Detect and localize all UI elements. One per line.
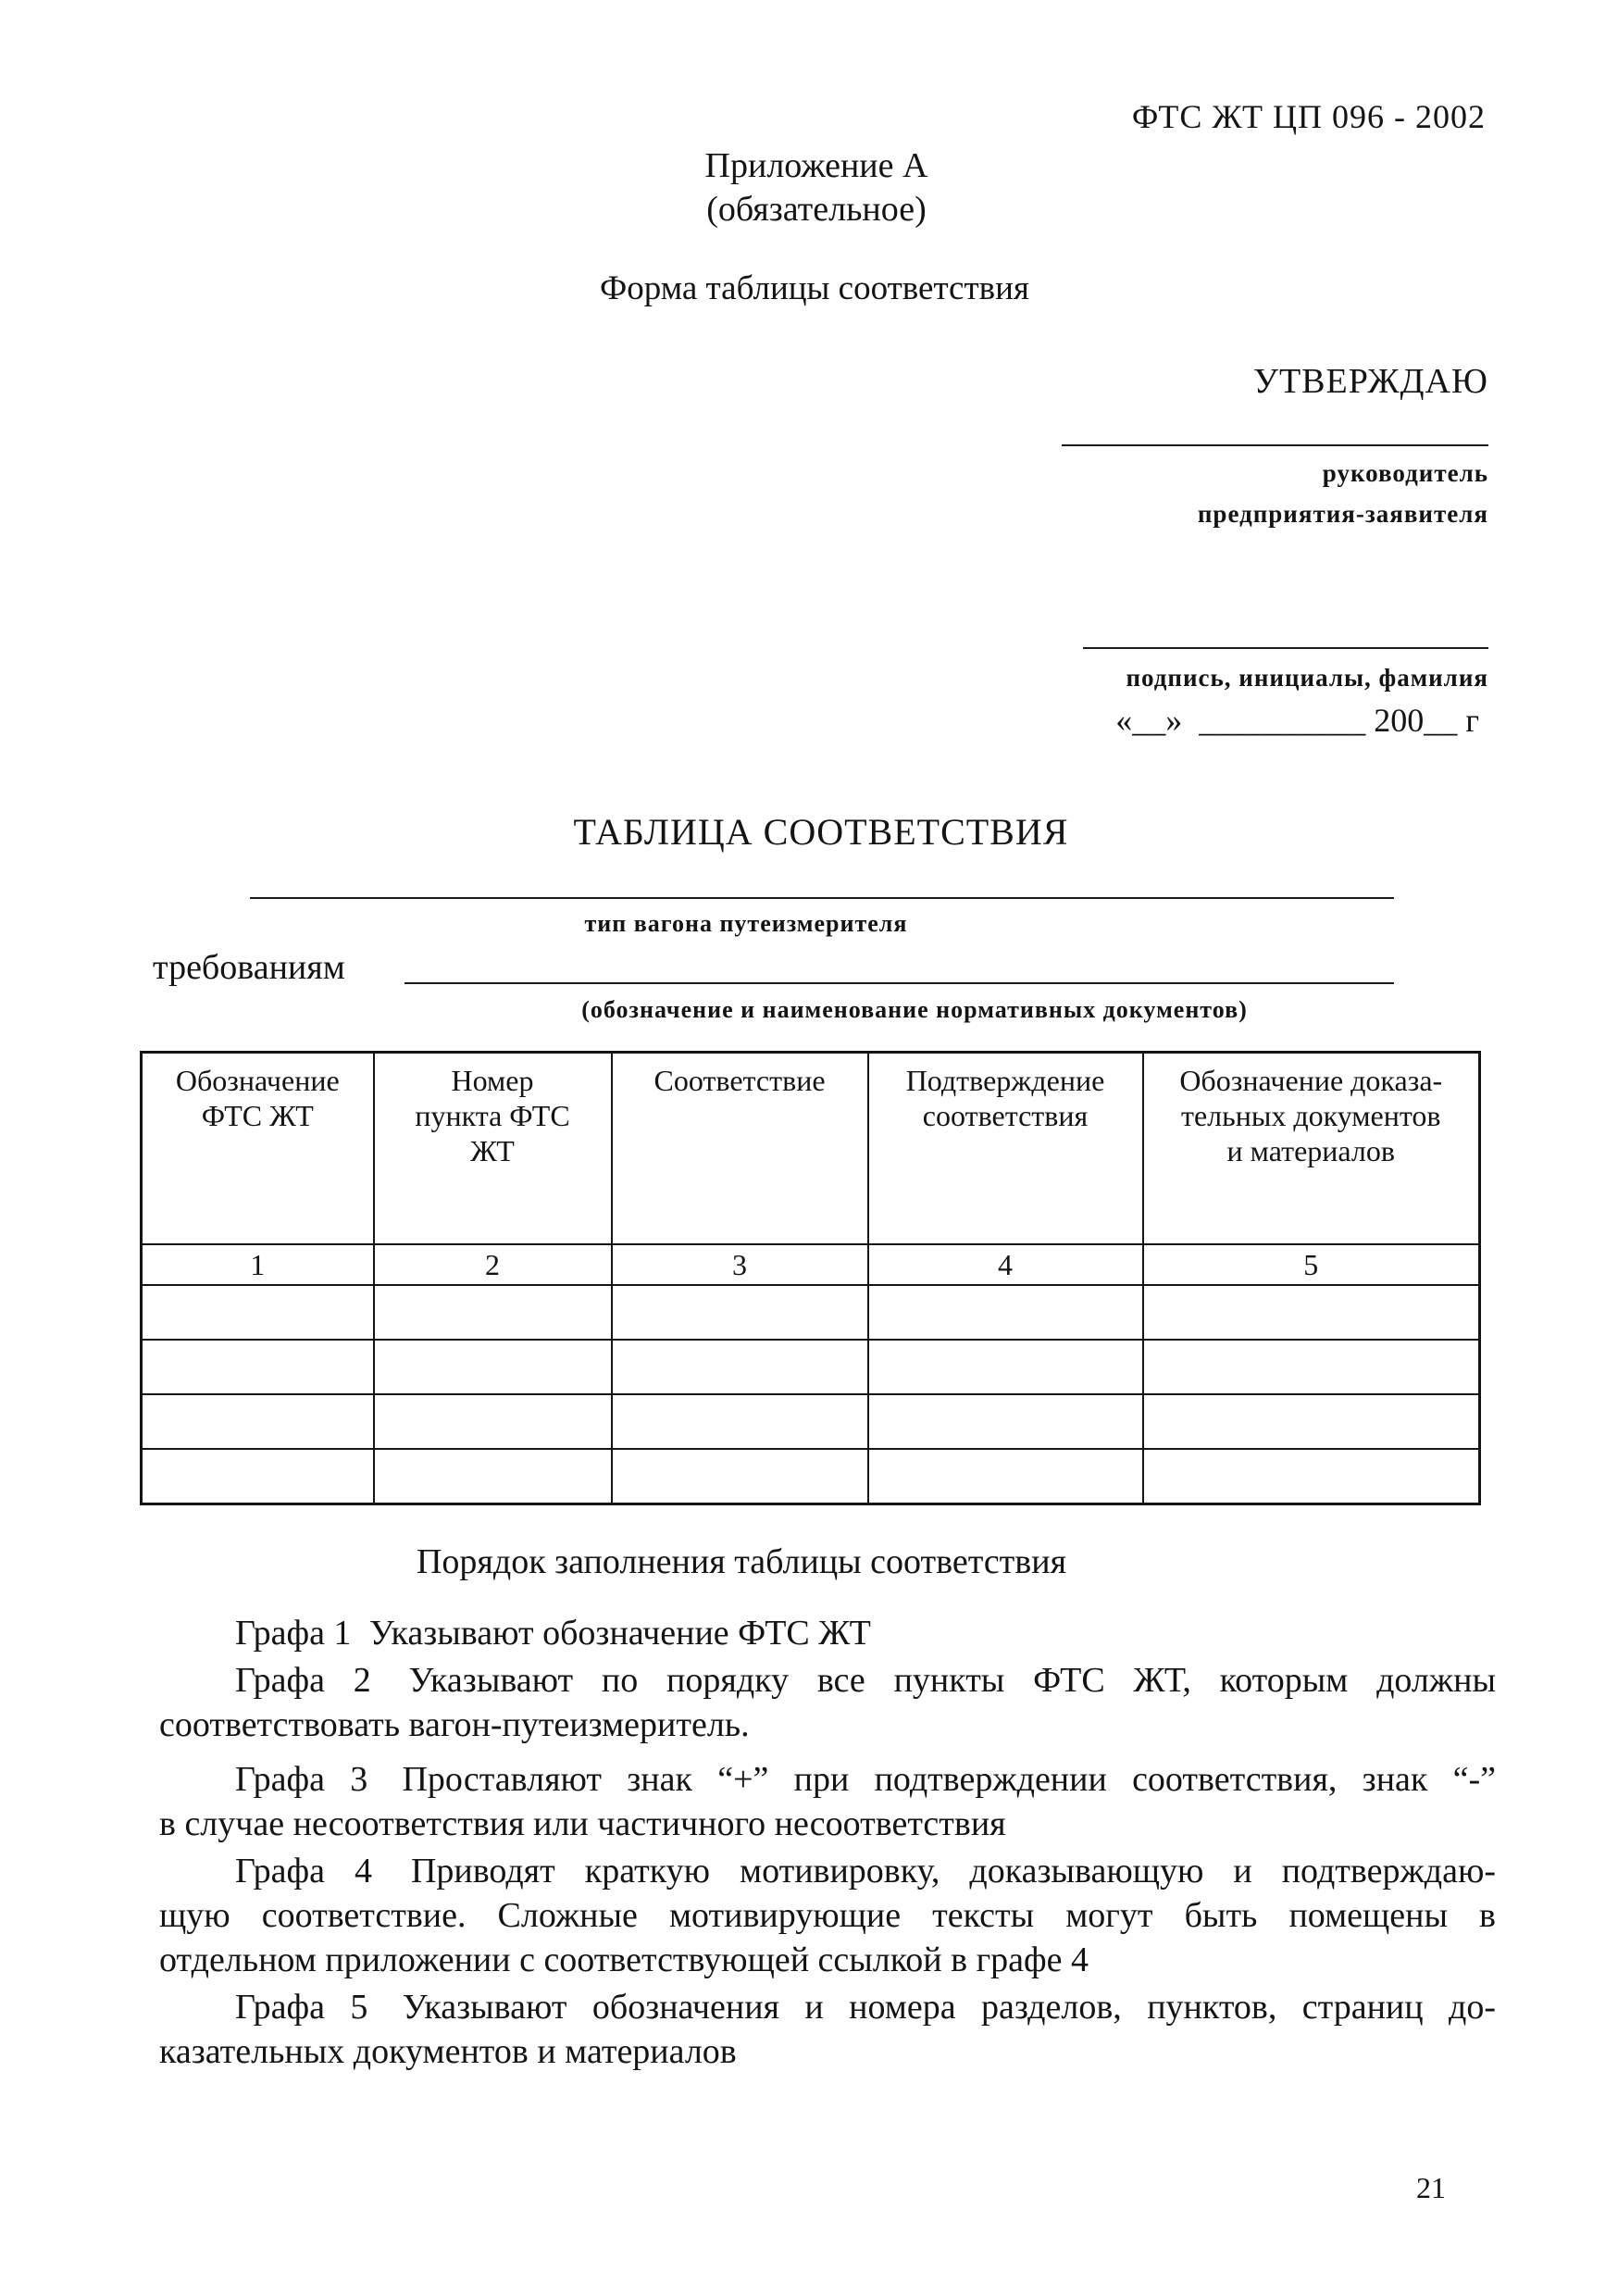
table-cell [612, 1449, 868, 1504]
header-line: и материалов [1226, 1134, 1395, 1167]
paragraph-line [159, 1757, 1496, 1802]
paragraph-text: Указывают по порядку все пункты ФТС ЖТ, которым должны [408, 1661, 1496, 1700]
table-cell [142, 1340, 374, 1394]
instruction-paragraph [159, 1985, 1496, 2074]
table-cell [868, 1449, 1143, 1504]
table-row [142, 1340, 1480, 1394]
column-number: 5 [1143, 1244, 1480, 1285]
signature-line [1083, 647, 1488, 649]
instruction-paragraph [159, 1757, 1496, 1846]
column-number: 1 [142, 1244, 374, 1285]
wagon-type-caption: тип вагона путеизмерителя [584, 910, 908, 937]
table-cell [142, 1285, 374, 1340]
instruction-paragraph [159, 1611, 1496, 1655]
table-cell [1143, 1340, 1480, 1394]
header-cell-designation [142, 1053, 374, 1245]
paragraph-text: Проставляют знак “+” при подтверждении соответствия, знак “-” [402, 1760, 1497, 1799]
column-label: Графа 5 [235, 1988, 368, 2027]
column-label: Графа 2 [235, 1661, 371, 1700]
header-cell-confirmation [868, 1053, 1143, 1245]
header-line: ФТС ЖТ [201, 1099, 314, 1132]
table-row [142, 1449, 1480, 1504]
paragraph-line [159, 1658, 1496, 1703]
appendix-title: Приложение А [704, 146, 928, 185]
paragraph-line [159, 1849, 1496, 1893]
instructions-title: Порядок заполнения таблицы соответствия [416, 1542, 1067, 1581]
appendix-status: (обязательное) [706, 190, 927, 229]
date-line: «__» __________ 200__ г [1115, 702, 1479, 739]
header-line: ЖТ [470, 1134, 515, 1167]
column-label: Графа 3 [235, 1760, 368, 1799]
table-cell [374, 1449, 612, 1504]
document-code: ФТС ЖТ ЦП 096 - 2002 [1131, 98, 1486, 135]
table-cell [1143, 1285, 1480, 1340]
approver-signature-line [1062, 444, 1488, 446]
header-cell-clause-number [374, 1053, 612, 1245]
header-line: тельных документов [1180, 1099, 1441, 1132]
paragraph-text: Указывают обозначение ФТС ЖТ [368, 1614, 871, 1653]
column-number-row [142, 1244, 1480, 1285]
header-line: пункта ФТС [415, 1099, 570, 1132]
table-cell [142, 1394, 374, 1449]
wagon-type-line [250, 897, 1394, 899]
table-cell [1143, 1449, 1480, 1504]
instructions-body [159, 1611, 1496, 2074]
instruction-paragraph [159, 1658, 1496, 1747]
approval-label: УТВЕРЖДАЮ [1253, 362, 1488, 401]
paragraph-line [159, 1985, 1496, 2029]
column-number: 3 [612, 1244, 868, 1285]
paragraph-line: соответствовать вагон-путеизмеритель. [159, 1705, 750, 1744]
paragraph-line: отдельном приложении с соответствующей ссылкой в графе 4 [159, 1940, 1089, 1979]
header-line: Номер [451, 1064, 534, 1097]
header-cell-compliance [612, 1053, 868, 1245]
column-number: 2 [374, 1244, 612, 1285]
requirements-label: требованиям [153, 948, 345, 987]
paragraph-line: в случае несоответствия или частичного несоответствия [159, 1804, 1006, 1843]
header-cell-evidence [1143, 1053, 1480, 1245]
table-cell [142, 1449, 374, 1504]
normative-docs-line [404, 982, 1394, 984]
table-cell [868, 1340, 1143, 1394]
approver-role-line2: предприятия-заявителя [1197, 500, 1488, 528]
table-row [142, 1285, 1480, 1340]
table-cell [868, 1285, 1143, 1340]
table-cell [612, 1340, 868, 1394]
table-cell [868, 1394, 1143, 1449]
page-number: 21 [1416, 2171, 1446, 2204]
approver-role-line1: руководитель [1322, 459, 1488, 487]
table-title: ТАБЛИЦА СООТВЕТСТВИЯ [573, 811, 1069, 853]
table-cell [374, 1285, 612, 1340]
paragraph-text: Указывают обозначения и номера разделов, пунктов, страниц до- [402, 1988, 1497, 2027]
header-line: Обозначение доказа- [1179, 1064, 1443, 1097]
column-label: Графа 1 [235, 1614, 352, 1653]
header-line: Соответствие [653, 1064, 826, 1097]
form-title: Форма таблицы соответствия [600, 269, 1029, 307]
paragraph-line [159, 1611, 1496, 1655]
table-row [142, 1394, 1480, 1449]
column-label: Графа 4 [235, 1852, 372, 1890]
table-header-row [142, 1053, 1480, 1245]
header-line: соответствия [922, 1099, 1089, 1132]
table-cell [374, 1394, 612, 1449]
compliance-table [140, 1051, 1481, 1505]
table-cell [612, 1394, 868, 1449]
header-line: Обозначение [175, 1064, 340, 1097]
signature-caption: подпись, инициалы, фамилия [1126, 664, 1488, 692]
column-number: 4 [868, 1244, 1143, 1285]
normative-docs-caption: (обозначение и наименование нормативных документов) [581, 996, 1248, 1023]
paragraph-text: Приводят краткую мотивировку, доказывающую и подтверждаю- [410, 1852, 1496, 1890]
paragraph-line: щую соответствие. Сложные мотивирующие тексты могут быть помещены в [159, 1896, 1496, 1935]
table-cell [374, 1340, 612, 1394]
instruction-paragraph [159, 1849, 1496, 1982]
paragraph-line: казательных документов и материалов [159, 2032, 737, 2071]
header-line: Подтверждение [905, 1064, 1105, 1097]
table-cell [612, 1285, 868, 1340]
table-cell [1143, 1394, 1480, 1449]
